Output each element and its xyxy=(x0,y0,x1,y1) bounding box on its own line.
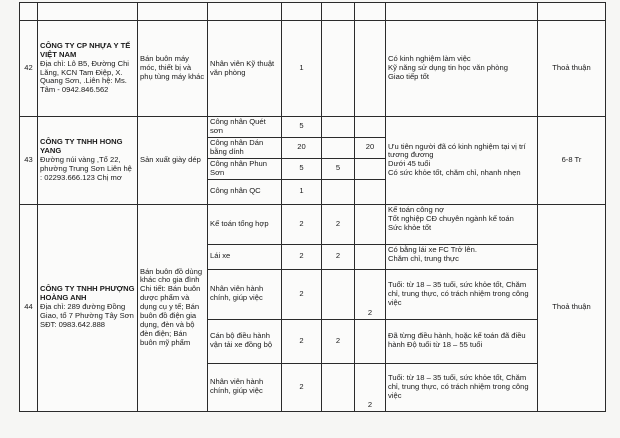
job-title: Nhân viên hành chính, giúp việc xyxy=(208,363,282,411)
requirement-line: Ưu tiên người đã có kinh nghiệm tại vị trí tương đương xyxy=(388,141,526,160)
requirements xyxy=(386,269,538,319)
requirements xyxy=(386,117,538,205)
company-address: Địa chỉ: 289 đường Đồng Giao, tổ 7 Phường Tây Sơn xyxy=(40,302,134,321)
business-line: Bán buôn đồ dùng khác cho gia đình Chi tiết: Bán buôn dược phẩm và dụng cụ y tế; Bán buôn đồ điện gia dụng, đèn và bộ đèn điện; Bán buôn mỹ phẩm xyxy=(138,204,208,411)
requirement-line: Đã từng điều hành, hoặc kế toán đã điều hành Độ tuổi từ 18 – 55 tuổi xyxy=(388,331,526,350)
quantity: 2 xyxy=(282,363,322,411)
job-title: Cán bộ điều hành vận tải xe đồng bộ xyxy=(208,319,282,363)
requirement-line: Tuổi: từ 18 – 35 tuổi, sức khỏe tốt, Chăm chỉ, trung thực, có trách nhiệm trong công việc xyxy=(388,279,529,307)
quantity: 20 xyxy=(282,137,322,158)
requirement-line: Có bằng lái xe FC Trở lên. xyxy=(388,244,477,254)
company-cell xyxy=(38,21,138,117)
job-title: Nhân viên hành chính, giúp việc xyxy=(208,269,282,319)
quantity-extra: 2 xyxy=(322,204,355,244)
salary: Thoả thuận xyxy=(538,204,606,411)
row-number: 43 xyxy=(20,117,38,205)
quantity: 1 xyxy=(282,179,322,204)
table-row xyxy=(20,117,606,138)
requirements xyxy=(386,363,538,411)
quantity-extra: 5 xyxy=(322,158,355,179)
job-title: Nhân viên Kỹ thuật văn phòng xyxy=(208,21,282,117)
company-phone: SĐT: 0983.642.888 xyxy=(40,320,106,330)
requirements xyxy=(386,21,538,117)
table-row xyxy=(20,204,606,244)
requirement-line: Dưới 45 tuổi xyxy=(388,159,431,169)
job-title: Công nhân QC xyxy=(208,179,282,204)
table-row xyxy=(20,3,606,21)
quantity: 5 xyxy=(282,158,322,179)
business-line: Sản xuất giày dép xyxy=(138,117,208,205)
job-title: Lái xe xyxy=(208,244,282,269)
table-row xyxy=(20,21,606,117)
requirements xyxy=(386,244,538,269)
quantity: 1 xyxy=(282,21,322,117)
recruitment-table xyxy=(19,2,606,412)
company-name: CÔNG TY TNHH PHƯỢNG HOÀNG ANH xyxy=(40,284,135,303)
salary: Thoả thuận xyxy=(538,21,606,117)
company-cell xyxy=(38,204,138,411)
company-address: Địa chỉ: Lô B5, Đường Chi Lăng, KCN Tam Điệp, X. Quang Sơn, .Liên hệ: Ms. Tâm - 0942.846.562 xyxy=(40,58,129,95)
requirement-line: Sức khỏe tốt xyxy=(388,222,432,232)
company-address: Đường núi vàng ,Tổ 22, phường Trung Sơn Liên hệ : 02293.666.123 Chị mơ xyxy=(40,154,132,182)
quantity: 2 xyxy=(282,319,322,363)
company-name: CÔNG TY CP NHỰA Y TẾ VIỆT NAM xyxy=(40,40,131,59)
company-cell xyxy=(38,117,138,205)
quantity: 5 xyxy=(282,117,322,138)
quantity-extra: 20 xyxy=(355,137,386,158)
requirement-line: Kế toán công nợ xyxy=(388,204,445,214)
requirement-line: Tốt nghiệp CĐ chuyên ngành kế toán xyxy=(388,213,514,223)
quantity: 2 xyxy=(282,269,322,319)
requirement-line: Chăm chỉ, trung thực xyxy=(388,253,459,263)
requirement-line: Có sức khỏe tốt, chăm chỉ, nhanh nhẹn xyxy=(388,168,521,178)
quantity-extra: 2 xyxy=(322,244,355,269)
job-title: Công nhân Dán bằng dính xyxy=(208,137,282,158)
requirement-line: Giao tiếp tốt xyxy=(388,71,429,81)
requirement-line: Tuổi: từ 18 – 35 tuổi, sức khỏe tốt, Chăm chỉ, trung thực, có trách nhiệm trong công việc xyxy=(388,372,529,400)
row-number: 44 xyxy=(20,204,38,411)
job-title: Kế toán tổng hợp xyxy=(208,204,282,244)
requirements xyxy=(386,319,538,363)
quantity: 2 xyxy=(282,204,322,244)
salary: 6-8 Tr xyxy=(538,117,606,205)
quantity-extra: 2 xyxy=(322,319,355,363)
job-title: Công nhân Phun Sơn xyxy=(208,158,282,179)
company-name: CÔNG TY TNHH HONG YANG xyxy=(40,137,123,155)
quantity: 2 xyxy=(282,244,322,269)
requirement-line: Kỹ năng sử dụng tin học văn phòng xyxy=(388,63,508,73)
job-title: Công nhân Quét sơn xyxy=(208,117,282,138)
row-number: 42 xyxy=(20,21,38,117)
requirements xyxy=(386,204,538,244)
quantity-extra: 2 xyxy=(355,363,386,411)
business-line: Bán buôn máy móc, thiết bị và phụ tùng máy khác xyxy=(138,21,208,117)
requirement-line: Có kinh nghiệm làm việc xyxy=(388,54,471,64)
quantity-extra: 2 xyxy=(355,269,386,319)
